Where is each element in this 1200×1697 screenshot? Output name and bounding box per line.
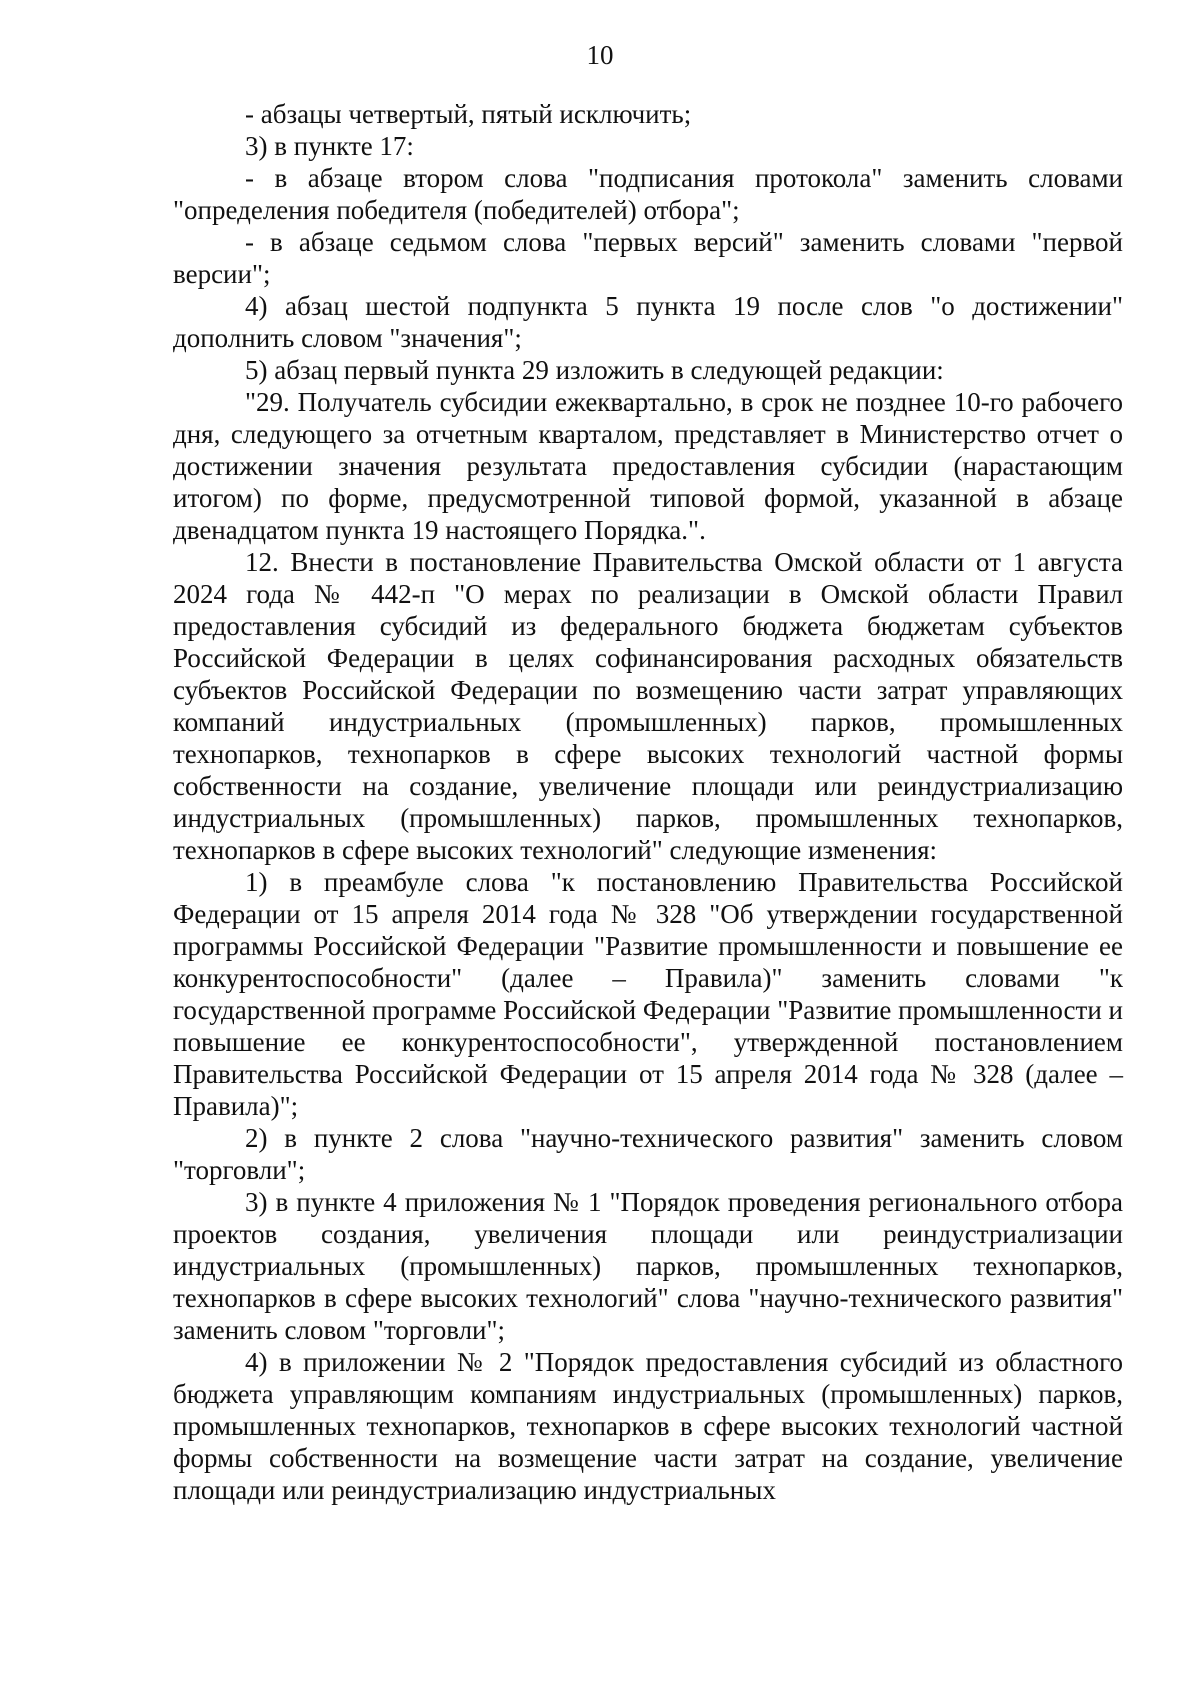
paragraph-12-item-1: 1) в преамбуле слова "к постановлению Правительства Российской Федерации от 15 апреля 2014 года № 328 "Об утверждении государственной программы Российской Федерации "Развитие промышленности и повышение ее конкурентоспособности" (далее – Правила)" заменить словами "к государственной программе Российской Федерации "Развитие промышленности и повышение ее конкурентоспособности", утвержденной постановлением Правительства Российской Федерации от 15 апреля 2014 года № 328 (далее – Правила)"; bbox=[173, 867, 1123, 1121]
paragraph-punkt-17: 3) в пункте 17: bbox=[245, 131, 414, 161]
paragraph-12-item-4: 4) в приложении № 2 "Порядок предоставления субсидий из областного бюджета управляющим компаниям индустриальных (промышленных) парков, промышленных технопарков, технопарков в сфере высоких технологий частной формы собственности на возмещение части затрат на создание, увеличение площади или реиндустриализацию индустриальных bbox=[173, 1347, 1123, 1505]
paragraph-abzac-sedmoy: - в абзаце седьмом слова "первых версий" заменить словами "первой версии"; bbox=[173, 227, 1123, 289]
document-body bbox=[173, 98, 1123, 1506]
paragraph-12-item-3: 3) в пункте 4 приложения № 1 "Порядок проведения регионального отбора проектов создания, увеличения площади или реиндустриализации индустриальных (промышленных) парков, промышленных технопарков, технопарков в сфере высоких технологий" слова "научно-технического развития" заменить словом "торговли"; bbox=[173, 1187, 1123, 1345]
page-number: 10 bbox=[586, 40, 614, 70]
paragraph-section-12: 12. Внести в постановление Правительства Омской области от 1 августа 2024 года № 442-п "О мерах по реализации в Омской области Правил предоставления субсидий из федерального бюджета бюджетам субъектов Российской Федерации в целях софинансирования расходных обязательств субъектов Российской Федерации по возмещению части затрат управляющих компаний индустриальных (промышленных) парков, промышленных технопарков, технопарков в сфере высоких технологий частной формы собственности на создание, увеличение площади или реиндустриализацию индустриальных (промышленных) парков, промышленных технопарков, технопарков в сфере высоких технологий" следующие изменения: bbox=[173, 547, 1123, 865]
paragraph-item-4: 4) абзац шестой подпункта 5 пункта 19 после слов "о достижении" дополнить словом "значения"; bbox=[173, 291, 1123, 353]
paragraph-abzac-vtoroy: - в абзаце втором слова "подписания протокола" заменить словами "определения победителя (победителей) отбора"; bbox=[173, 163, 1123, 225]
paragraph-item-5: 5) абзац первый пункта 29 изложить в следующей редакции: bbox=[245, 355, 944, 385]
paragraph-12-item-2: 2) в пункте 2 слова "научно-технического развития" заменить словом "торговли"; bbox=[173, 1123, 1123, 1185]
paragraph-abzacy-isklyuchit: - абзацы четвертый, пятый исключить; bbox=[245, 99, 692, 129]
paragraph-punkt-29-text: "29. Получатель субсидии ежеквартально, в срок не позднее 10-го рабочего дня, следующего за отчетным кварталом, представляет в Министерство отчет о достижении значения результата предоставления субсидии (нарастающим итогом) по форме, предусмотренной типовой формой, указанной в абзаце двенадцатом пункта 19 настоящего Порядка.". bbox=[173, 387, 1123, 545]
